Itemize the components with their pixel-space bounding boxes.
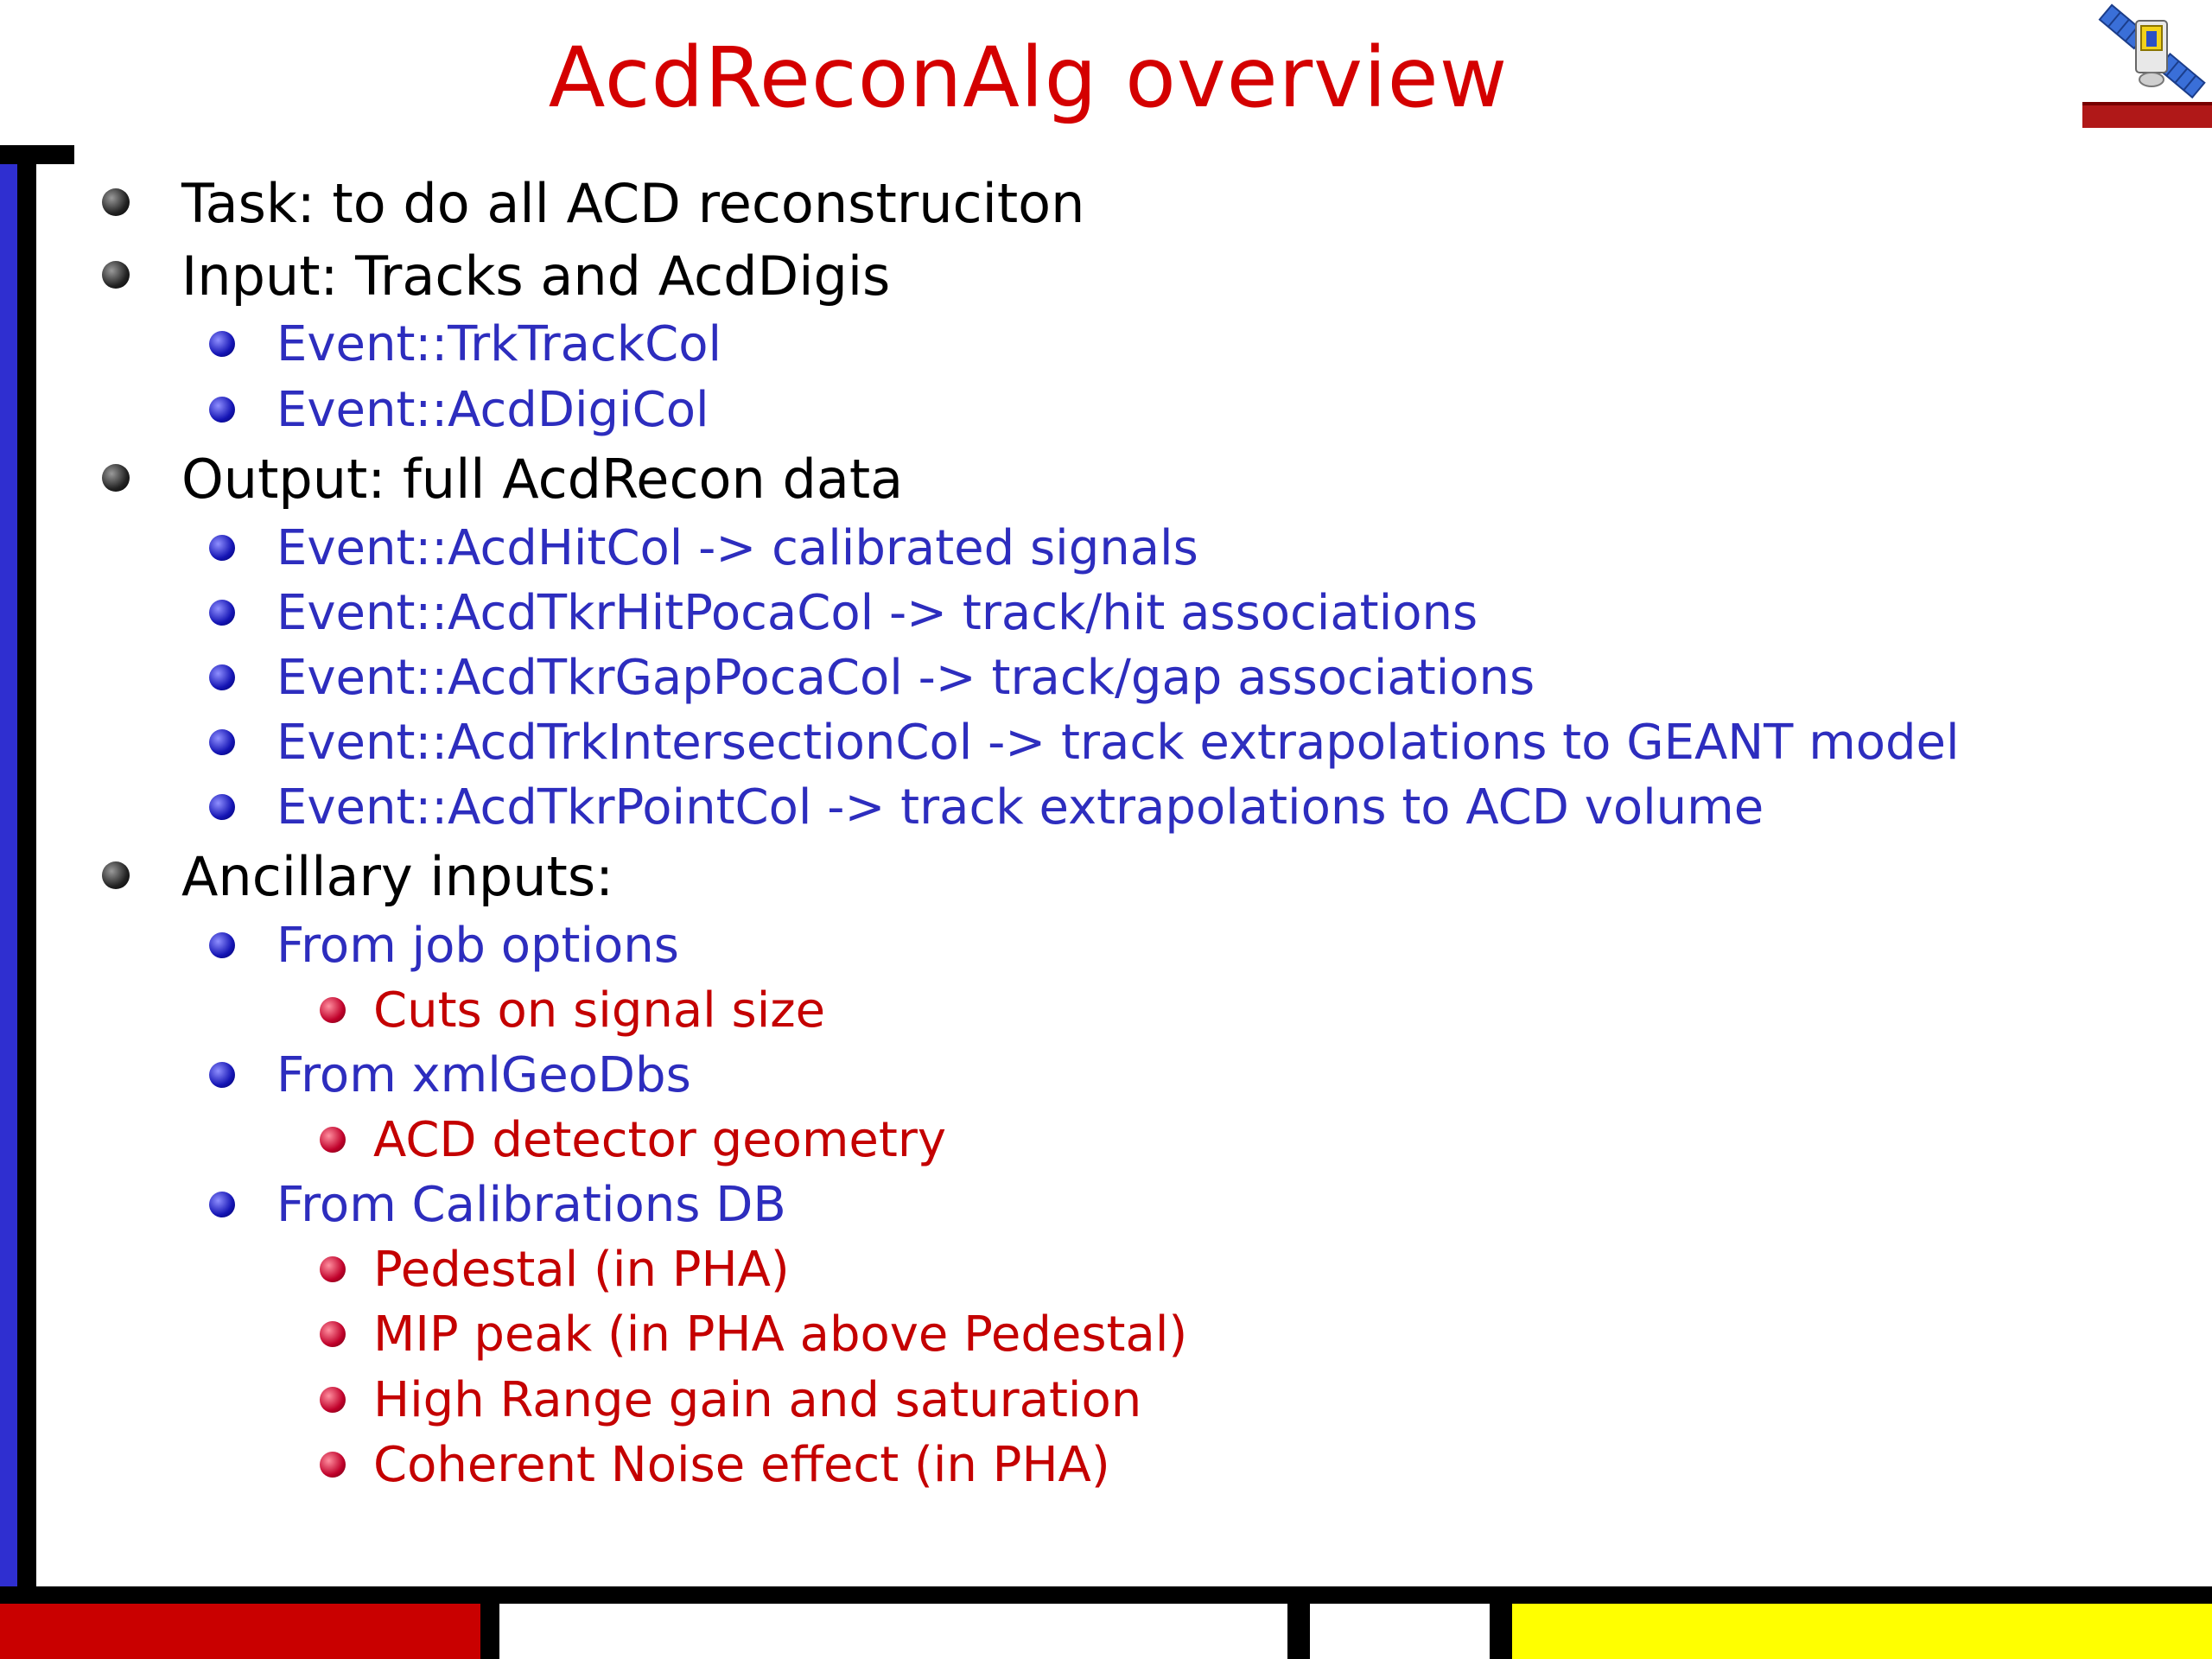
sub-bullet-icon [209, 1062, 235, 1088]
sub-bullet-icon [209, 729, 235, 755]
bottom-divider [1287, 1604, 1310, 1659]
sub-sub-bullet-icon [320, 997, 346, 1023]
bullet-icon [102, 861, 130, 889]
bullet-text: Output: full AcdRecon data [181, 448, 904, 511]
sub-bullet-icon [209, 397, 235, 423]
sub-bullet-icon [209, 600, 235, 626]
left-frame-blue-bar [0, 147, 17, 1590]
sub-sub-bullet-icon [320, 1256, 346, 1282]
sub-sub-bullet-icon [320, 1452, 346, 1478]
bullet-text: Input: Tracks and AcdDigis [181, 245, 891, 308]
top-left-frame-stub [0, 145, 74, 164]
bottom-divider [1490, 1604, 1512, 1659]
sub-sub-bullet-icon [320, 1387, 346, 1413]
sub-bullet-icon [209, 932, 235, 958]
sub-sub-bullet-text: ACD detector geometry [373, 1112, 946, 1168]
sub-bullet-text: From xmlGeoDbs [276, 1047, 691, 1103]
sub-bullet-text: Event::AcdTkrHitPocaCol -> track/hit associations [276, 585, 1478, 641]
sub-bullet-text: Event::AcdTrkIntersectionCol -> track extrapolations to GEANT model [276, 715, 1960, 771]
bullet-icon [102, 188, 130, 216]
sub-sub-bullet-icon [320, 1321, 346, 1347]
bottom-yellow-block [1512, 1604, 2212, 1659]
sub-bullet-icon [209, 664, 235, 690]
sub-bullet-text: Event::TrkTrackCol [276, 316, 722, 372]
sub-bullet-text: From Calibrations DB [276, 1177, 786, 1233]
sub-sub-bullet-text: Cuts on signal size [373, 982, 826, 1039]
bullet-icon [102, 261, 130, 289]
sub-bullet-text: From job options [276, 918, 679, 974]
sub-bullet-icon [209, 1192, 235, 1217]
sub-bullet-text: Event::AcdTkrPointCol -> track extrapolations to ACD volume [276, 779, 1764, 836]
sub-bullet-icon [209, 794, 235, 820]
sub-sub-bullet-text: Coherent Noise effect (in PHA) [373, 1437, 1110, 1493]
bottom-divider [480, 1604, 499, 1659]
bottom-frame-line [0, 1586, 2212, 1604]
sub-bullet-text: Event::AcdDigiCol [276, 382, 709, 438]
sub-bullet-icon [209, 535, 235, 561]
sub-sub-bullet-text: MIP peak (in PHA above Pedestal) [373, 1306, 1188, 1363]
sub-sub-bullet-icon [320, 1127, 346, 1153]
bullet-text: Ancillary inputs: [181, 845, 614, 908]
sub-sub-bullet-text: Pedestal (in PHA) [373, 1242, 790, 1298]
bottom-red-block [0, 1604, 480, 1659]
sub-bullet-text: Event::AcdHitCol -> calibrated signals [276, 520, 1198, 576]
bullet-icon [102, 464, 130, 492]
sub-bullet-icon [209, 331, 235, 357]
slide-title: AcdReconAlg overview [548, 29, 1509, 126]
satellite-logo-icon [2074, 0, 2212, 131]
left-frame-black-bar [17, 147, 36, 1590]
sub-bullet-text: Event::AcdTkrGapPocaCol -> track/gap associations [276, 650, 1535, 706]
bullet-text: Task: to do all ACD reconstruciton [181, 172, 1085, 235]
sub-sub-bullet-text: High Range gain and saturation [373, 1372, 1142, 1428]
